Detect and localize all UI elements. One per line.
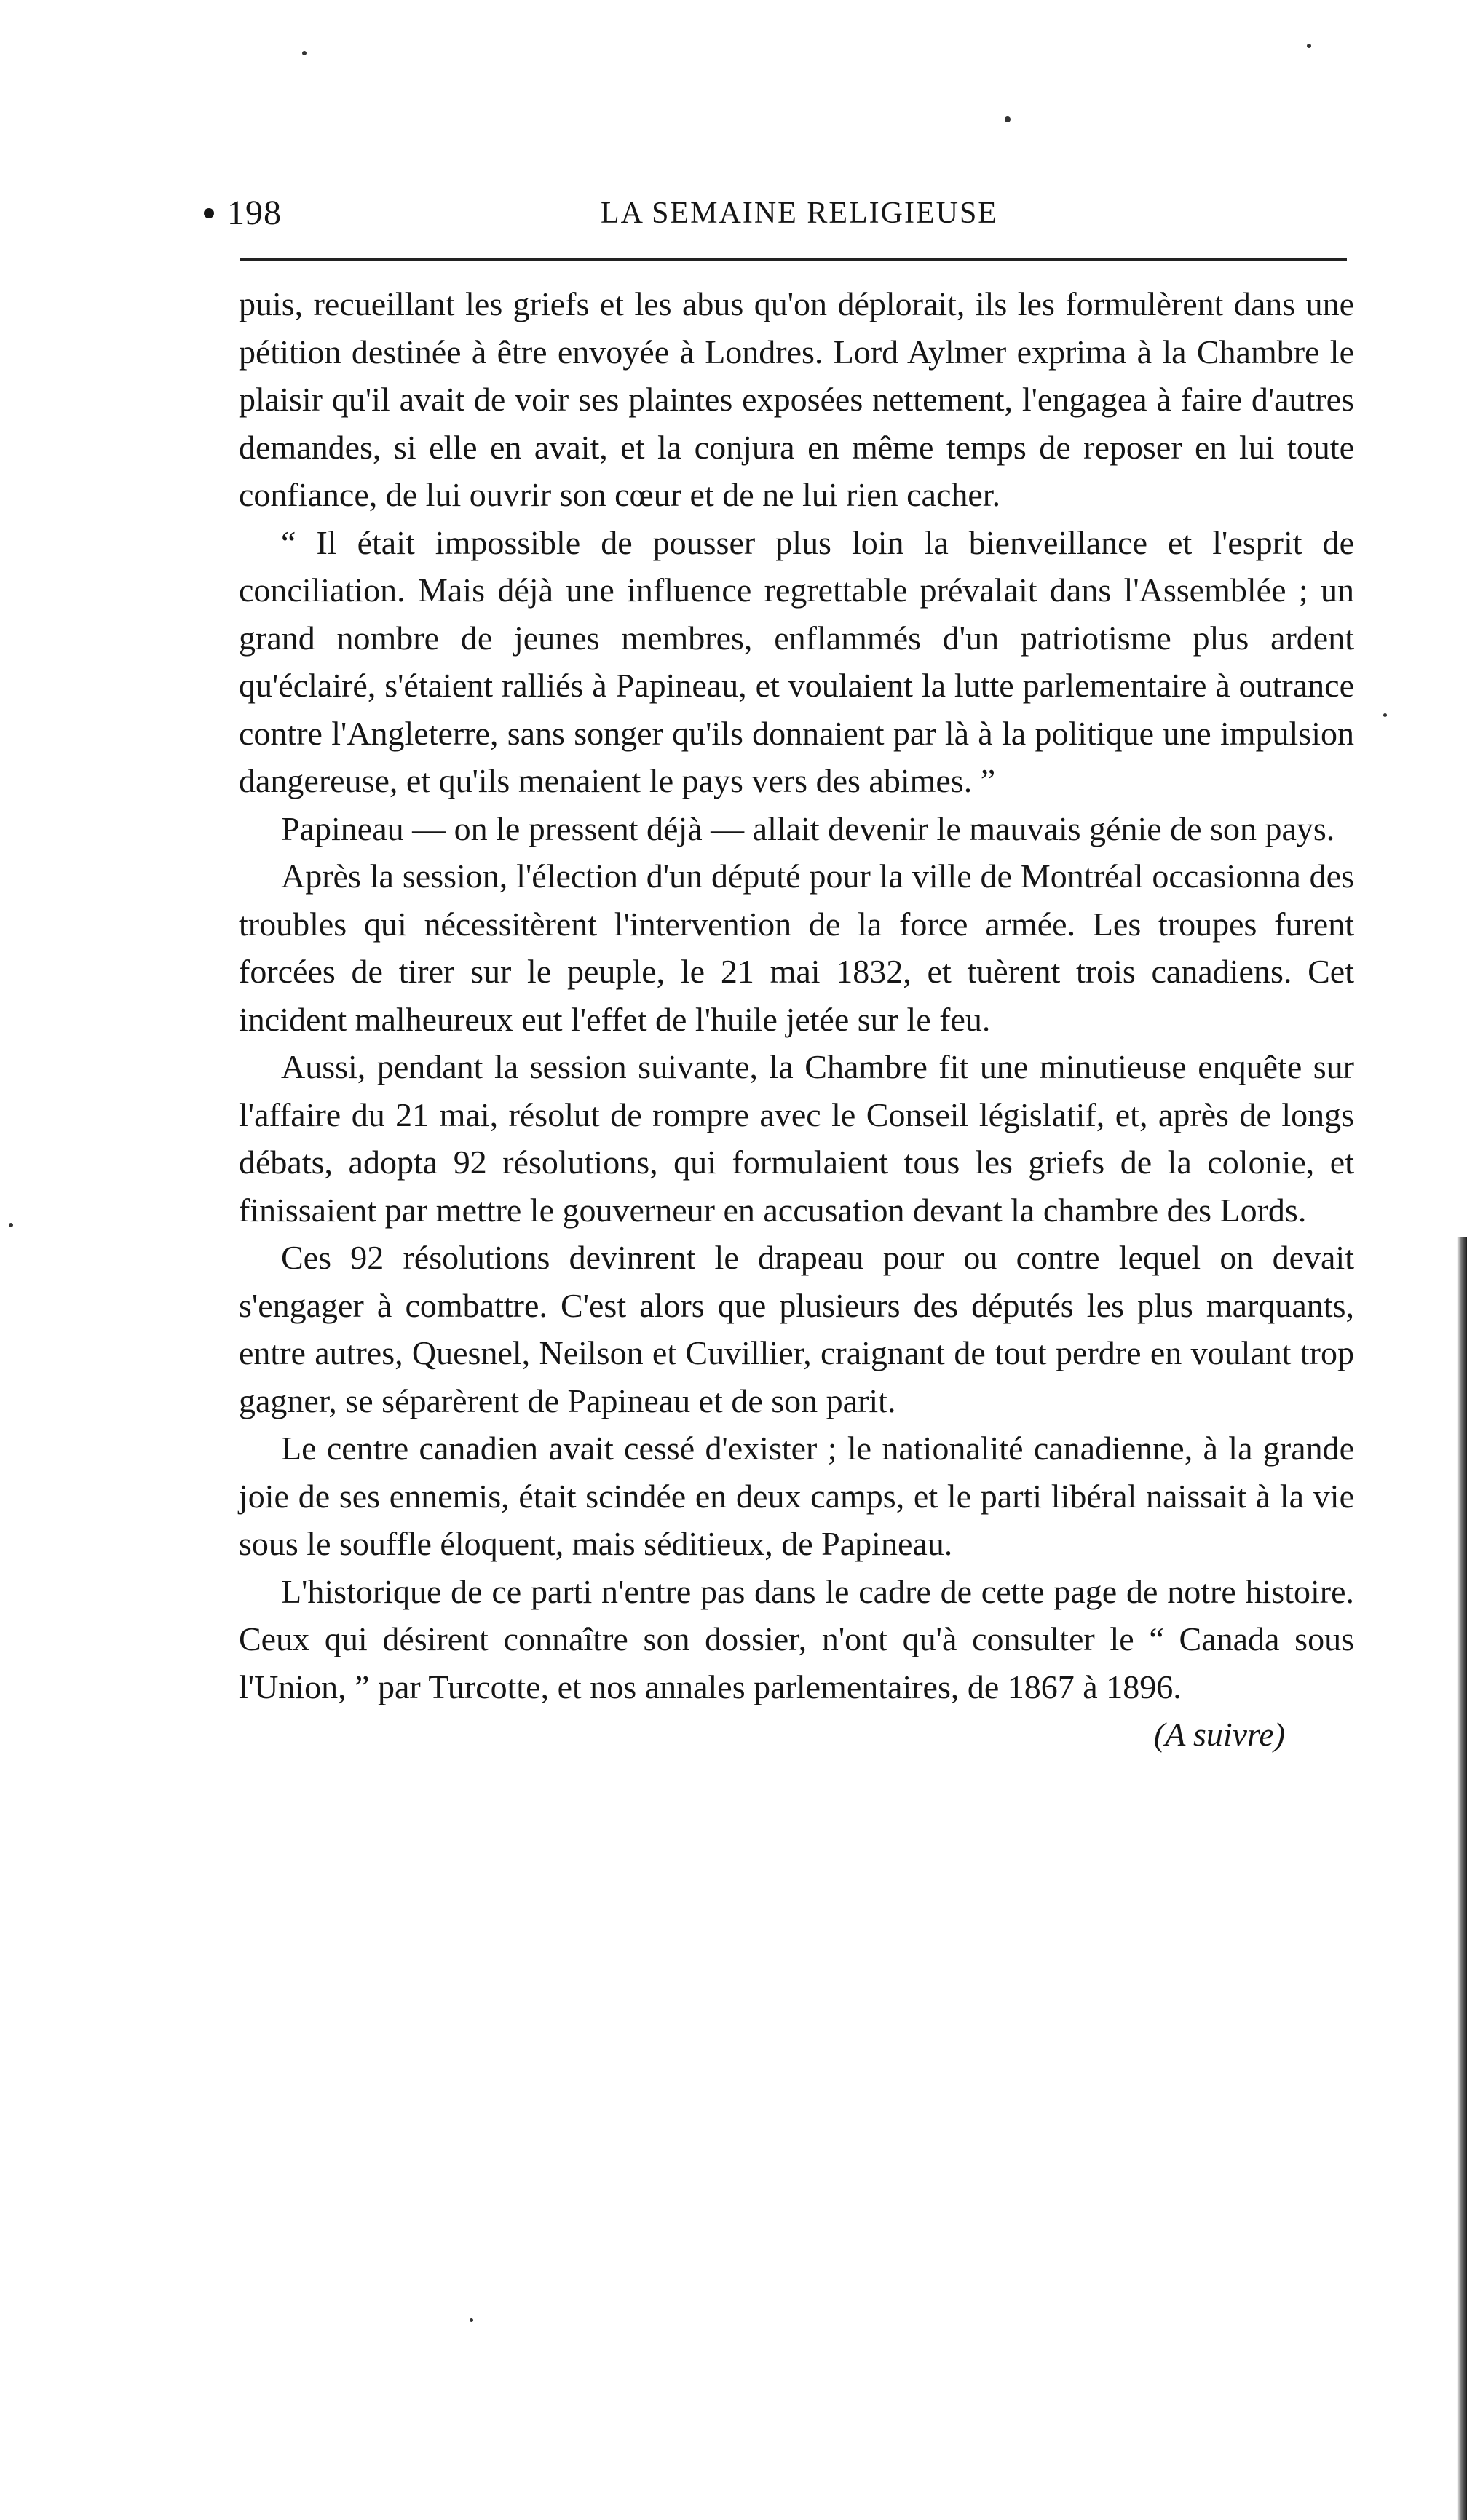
bullet-mark	[204, 208, 214, 218]
paragraph-5: Aussi, pendant la session suivante, la Chambre fit une minutieuse enquête sur l'affaire du 21 mai, résolut de rompre avec le Conseil législatif, et, après de longs débats, adopta 92 résolutions, qui formulaient tous les griefs de la colonie, et finissaient par mettre le gouverneur en accusation devant la chambre des Lords.	[239, 1048, 1354, 1229]
page-number: 198	[227, 194, 282, 232]
paragraph-1: puis, recueillant les griefs et les abus qu'on déplorait, ils les formulèrent dans une pétition destinée à être envoyée à Londres. Lord Aylmer exprima à la Chambre le plaisir qu'il avait de voir ses plaintes exposées nettement, l'engagea à faire d'autres demandes, si elle en avait, et la conjura en même temps de reposer en lui toute confiance, de lui ouvrir son cœur et de ne lui rien cacher.	[239, 285, 1354, 513]
sign-off: (A suivre)	[1153, 1716, 1285, 1753]
paragraph-2: “ Il était impossible de pousser plus loin la bienveillance et l'esprit de conciliation. Mais déjà une influence regrettable prévalait dans l'Assemblée ; un grand nombre de jeunes membres, enflammés d'un patriotisme plus ardent qu'éclairé, s'étaient ralliés à Papineau, et voulaient la lutte parlementaire à outrance contre l'Angleterre, sans songer qu'ils donnaient par là à la politique une impulsion dangereuse, et qu'ils menaient le pays vers des abimes. ”	[239, 523, 1354, 799]
paragraph-7: Le centre canadien avait cessé d'exister ; le nationalité canadienne, à la grande joie de ses ennemis, était scindée en deux camps, et le parti libéral naissait à la vie sous le souffle éloquent, mais séditieux, de Papineau.	[239, 1430, 1354, 1562]
paragraph-8	[239, 1568, 1354, 1753]
scan-speck	[1383, 713, 1387, 717]
scan-speck	[9, 1223, 13, 1227]
scan-speck	[1005, 116, 1011, 122]
paragraph-4: Après la session, l'élection d'un député pour la ville de Montréal occasionna des troubles qui nécessitèrent l'intervention de la force armée. Les troupes furent forcées de tirer sur le peuple, le 21 mai 1832, et tuèrent trois canadiens. Cet incident malheureux eut l'effet de l'huile jetée sur le feu.	[239, 857, 1354, 1038]
scan-speck	[1307, 44, 1311, 48]
paragraph-6: Ces 92 résolutions devinrent le drapeau pour ou contre lequel on devait s'engager à combattre. C'est alors que plusieurs des députés les plus marquants, entre autres, Quesnel, Neilson et Cuvillier, craignant de tout perdre en voulant trop gagner, se séparèrent de Papineau et de son parit.	[239, 1239, 1354, 1419]
body-text	[239, 280, 1354, 1759]
paragraph-3: Papineau — on le pressent déjà — allait devenir le mauvais génie de son pays.	[281, 809, 1335, 847]
page-header	[211, 188, 1347, 239]
scan-speck	[302, 51, 307, 55]
running-title: LA SEMAINE RELIGIEUSE	[601, 197, 998, 230]
header-rule	[240, 258, 1347, 261]
paragraph-8-text: L'historique de ce parti n'entre pas dans le cadre de cette page de notre histoire. Ceux qui désirent connaître son dossier, n'ont qu'à consulter le “ Canada sous l'Union, ” par Turcotte, et nos annales parlementaires, de 1867 à 1896.	[239, 1572, 1354, 1705]
scan-speck	[470, 2318, 473, 2322]
page-edge-shadow	[1457, 1237, 1467, 2520]
